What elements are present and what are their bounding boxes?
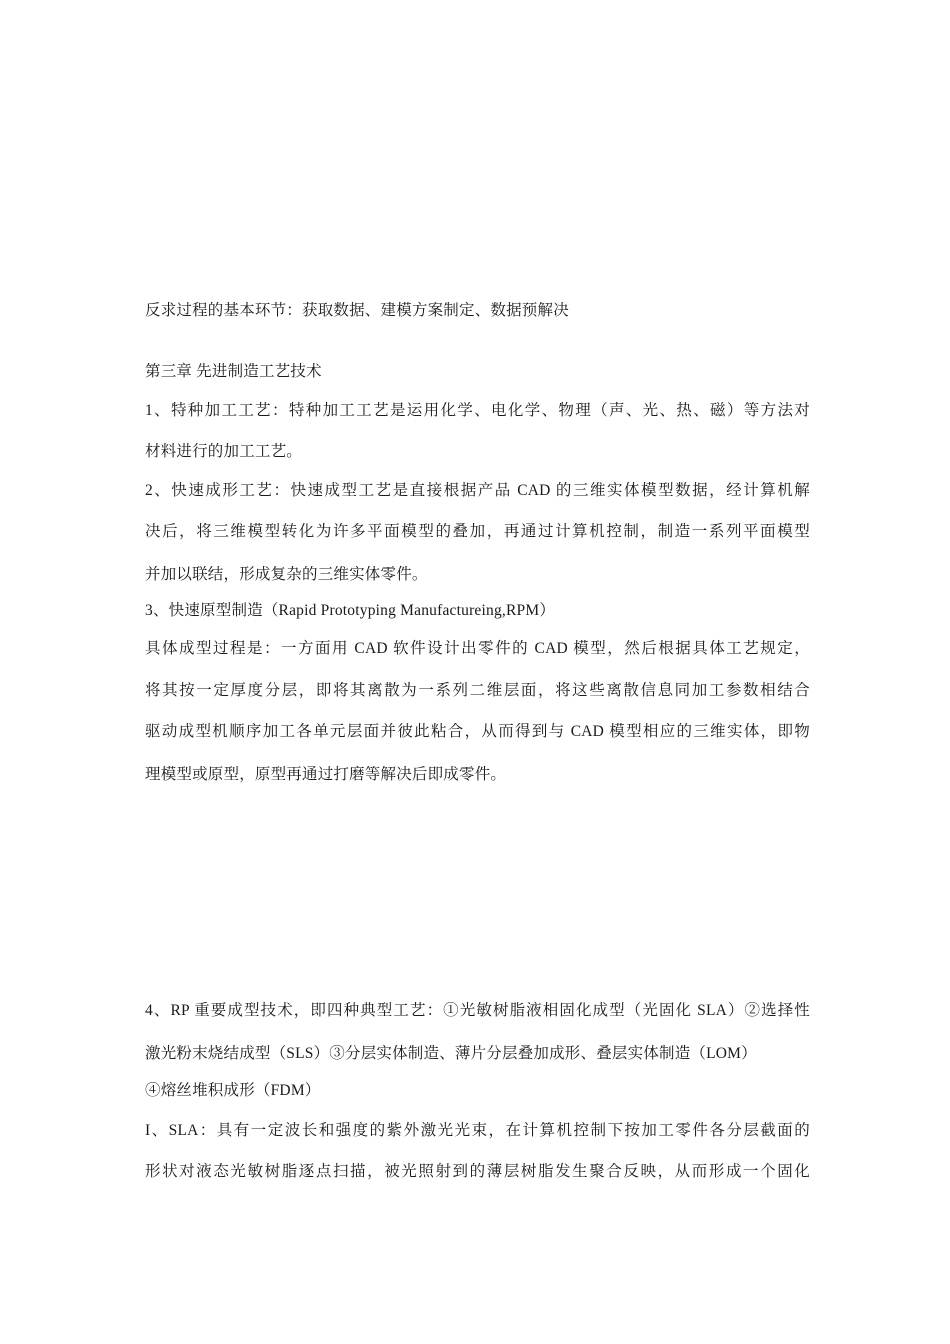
text-line-rapid-forming: 2、快速成形工艺：快速成型工艺是直接根据产品 CAD 的三维实体模型数据，经计算机解 bbox=[145, 482, 810, 499]
chapter-heading: 第三章 先进制造工艺技术 bbox=[145, 363, 322, 380]
text-line-special-machining-cont: 材料进行的加工工艺。 bbox=[145, 443, 303, 460]
text-line-rapid-forming-cont-1: 决后，将三维模型转化为许多平面模型的叠加，再通过计算机控制，制造一系列平面模型 bbox=[145, 523, 810, 540]
text-line-forming-process-cont-3: 理模型或原型，原型再通过打磨等解决后即成零件。 bbox=[145, 766, 507, 783]
text-line-rapid-forming-cont-2: 并加以联结，形成复杂的三维实体零件。 bbox=[145, 566, 428, 583]
text-line-rp-techniques: 4、RP 重要成型技术，即四种典型工艺：①光敏树脂液相固化成型（光固化 SLA）②选择性 bbox=[145, 1002, 810, 1019]
text-line-sla-cont: 形状对液态光敏树脂逐点扫描，被光照射到的薄层树脂发生聚合反映，从而形成一个固化 bbox=[145, 1163, 810, 1180]
text-line-sla: I、SLA：具有一定波长和强度的紫外激光光束，在计算机控制下按加工零件各分层截面的 bbox=[145, 1122, 810, 1139]
text-line-forming-process: 具体成型过程是：一方面用 CAD 软件设计出零件的 CAD 模型，然后根据具体工艺规定， bbox=[145, 640, 810, 657]
text-line-rp-techniques-cont-2: ④熔丝堆积成形（FDM） bbox=[145, 1082, 321, 1099]
text-line-forming-process-cont-1: 将其按一定厚度分层，即将其离散为一系列二维层面，将这些离散信息同加工参数相结合 bbox=[145, 682, 810, 699]
text-line-special-machining: 1、特种加工工艺：特种加工工艺是运用化学、电化学、物理（声、光、热、磁）等方法对 bbox=[145, 402, 810, 419]
text-line-forming-process-cont-2: 驱动成型机顺序加工各单元层面并彼此粘合，从而得到与 CAD 模型相应的三维实体，即物 bbox=[145, 723, 810, 740]
text-line-reverse-process: 反求过程的基本环节：获取数据、建模方案制定、数据预解决 bbox=[145, 302, 569, 319]
text-line-rpm-heading: 3、快速原型制造（Rapid Prototyping Manufactureing,RPM） bbox=[145, 602, 556, 619]
text-line-rp-techniques-cont-1: 激光粉末烧结成型（SLS）③分层实体制造、薄片分层叠加成形、叠层实体制造（LOM） bbox=[145, 1045, 757, 1062]
